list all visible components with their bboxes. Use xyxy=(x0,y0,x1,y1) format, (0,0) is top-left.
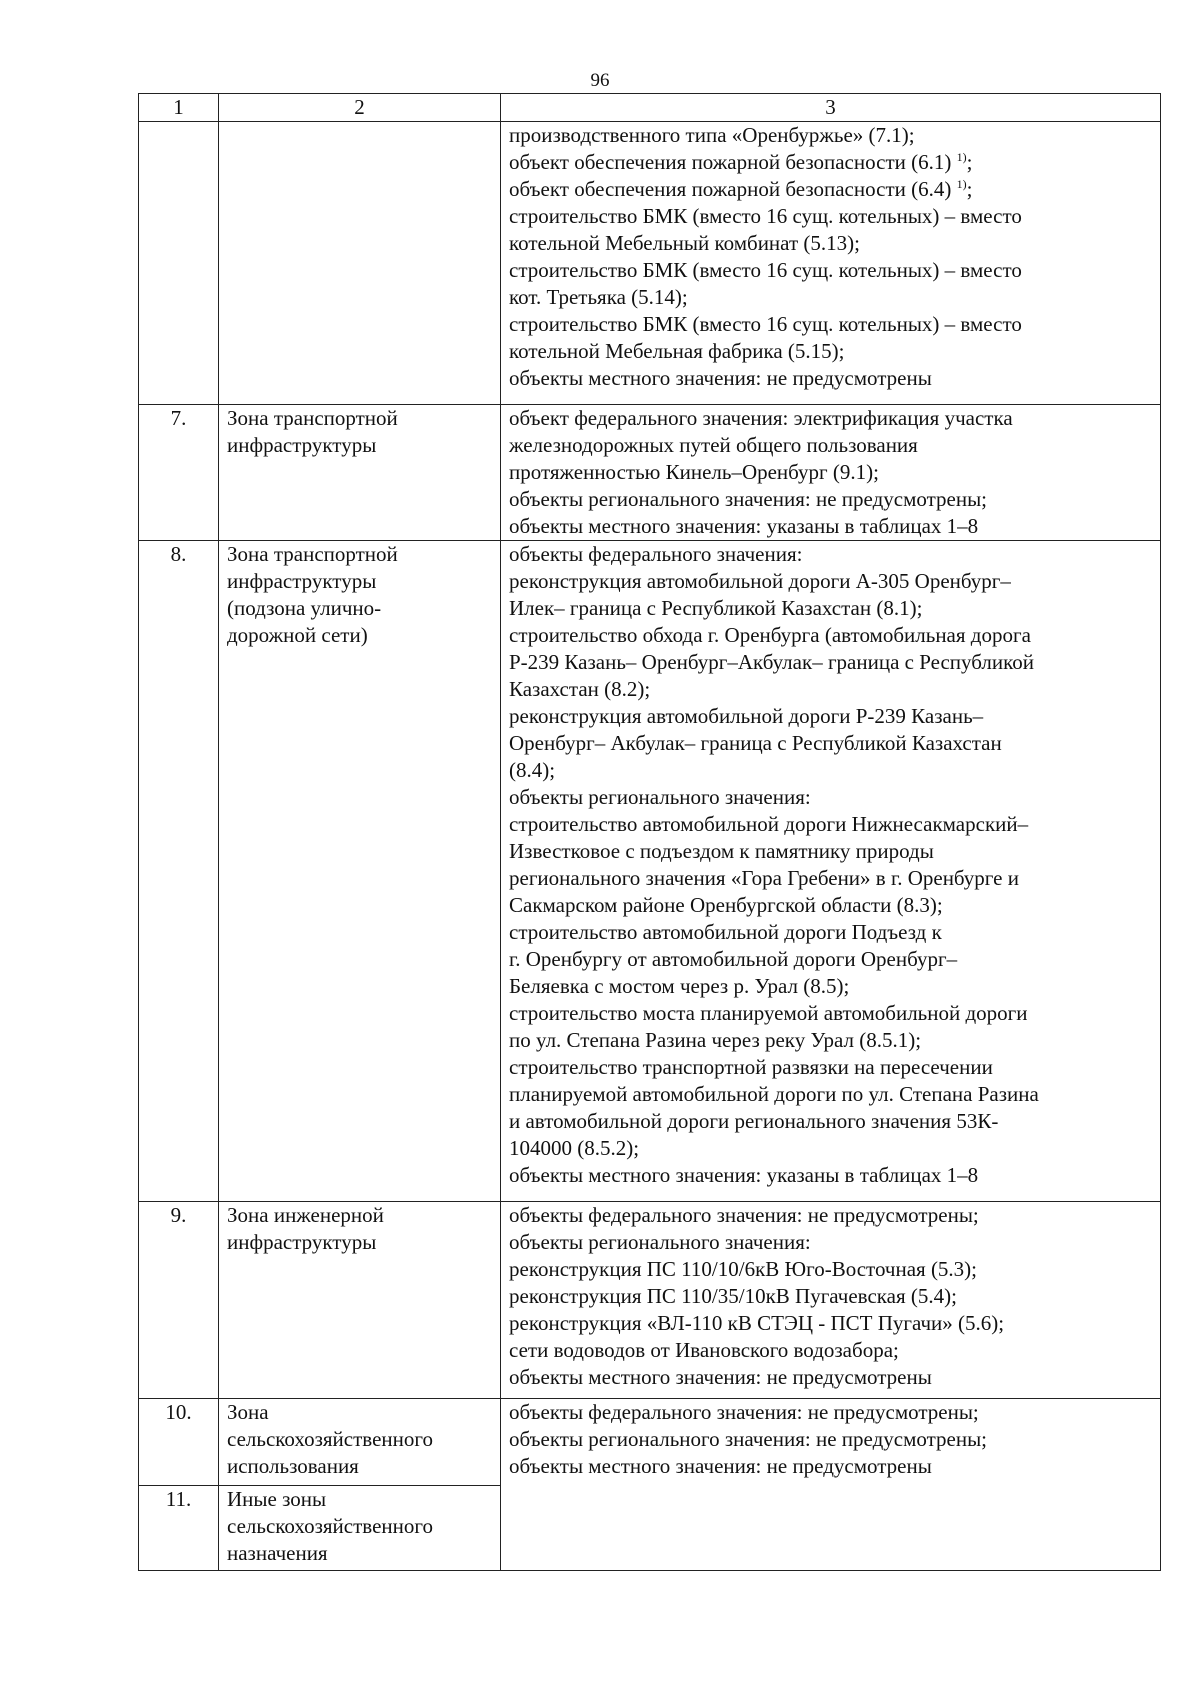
object-line: котельной Мебельный комбинат (5.13); xyxy=(509,231,860,255)
object-line: реконструкция «ВЛ-110 кВ СТЭЦ - ПСТ Пугачи» (5.6); xyxy=(509,1311,1005,1335)
object-line: Казахстан (8.2); xyxy=(509,677,651,701)
object-line: производственного типа «Оренбуржье» (7.1); xyxy=(509,123,915,147)
object-line: реконструкция ПС 110/35/10кВ Пугачевская (5.4); xyxy=(509,1284,957,1308)
object-line: объекты федерального значения: xyxy=(509,542,803,566)
zone-name-line: дорожной сети) xyxy=(227,623,368,647)
object-line-footnoted xyxy=(509,176,1152,203)
column-header-2: 2 xyxy=(219,94,501,122)
object-line: реконструкция автомобильной дороги А-305 Оренбург– xyxy=(509,569,1011,593)
object-line: Сакмарском районе Оренбургской области (8.3); xyxy=(509,893,943,917)
object-line: объекты местного значения: не предусмотрены xyxy=(509,1365,932,1389)
table-row-9 xyxy=(139,1202,1161,1399)
object-line: Известковое с подъездом к памятнику природы xyxy=(509,839,934,863)
object-line: железнодорожных путей общего пользования xyxy=(509,433,918,457)
object-line-text: объект обеспечения пожарной безопасности (6.1) xyxy=(509,150,952,174)
zone-name xyxy=(219,1202,501,1399)
zone-name-line: сельскохозяйственного xyxy=(227,1427,433,1451)
table-header-row xyxy=(139,94,1161,122)
object-line: Оренбург– Акбулак– граница с Республикой Казахстан xyxy=(509,731,1002,755)
zone-name-line: Зона транспортной xyxy=(227,406,398,430)
object-line: (8.4); xyxy=(509,758,556,782)
column-header-3: 3 xyxy=(501,94,1161,122)
zone-objects-merged xyxy=(501,1399,1161,1571)
table-row-8 xyxy=(139,541,1161,1202)
object-line: по ул. Степана Разина через реку Урал (8.5.1); xyxy=(509,1028,922,1052)
row-number: 9. xyxy=(139,1202,219,1399)
object-line: планируемой автомобильной дороги по ул. Степана Разина xyxy=(509,1082,1039,1106)
zone-name-line: использования xyxy=(227,1454,359,1478)
object-line: кот. Третьяка (5.14); xyxy=(509,285,688,309)
zone-name-line: сельскохозяйственного xyxy=(227,1514,433,1538)
object-line: объекты регионального значения: xyxy=(509,1230,811,1254)
object-line: объекты регионального значения: не предусмотрены; xyxy=(509,1427,988,1451)
zone-name xyxy=(219,1486,501,1571)
object-line: объекты регионального значения: xyxy=(509,785,811,809)
object-line: строительство БМК (вместо 16 сущ. котельных) – вместо xyxy=(509,312,1022,336)
object-line: Беляевка с мостом через р. Урал (8.5); xyxy=(509,974,850,998)
object-line: строительство транспортной развязки на пересечении xyxy=(509,1055,993,1079)
object-line: объекты регионального значения: не предусмотрены; xyxy=(509,487,988,511)
zone-name-line: инфраструктуры xyxy=(227,569,377,593)
zone-name xyxy=(219,1399,501,1486)
zone-name-line: Зона инженерной xyxy=(227,1203,384,1227)
object-line: объект федерального значения: электрификация участка xyxy=(509,406,1013,430)
row-number: 11. xyxy=(139,1486,219,1571)
zone-name-line: назначения xyxy=(227,1541,328,1565)
page-number: 96 xyxy=(590,70,610,91)
line-end: ; xyxy=(966,150,973,174)
object-line: объекты федерального значения: не предусмотрены; xyxy=(509,1400,979,1424)
object-line: котельной Мебельная фабрика (5.15); xyxy=(509,339,845,363)
zones-table xyxy=(138,93,1161,1571)
row-number: 7. xyxy=(139,405,219,541)
zone-name-line: (подзона улично- xyxy=(227,596,382,620)
zone-name xyxy=(219,405,501,541)
object-line: Илек– граница с Республикой Казахстан (8.1); xyxy=(509,596,923,620)
object-line: строительство БМК (вместо 16 сущ. котельных) – вместо xyxy=(509,204,1022,228)
object-line: строительство автомобильной дороги Нижнесакмарский– xyxy=(509,812,1029,836)
object-line: реконструкция ПС 110/10/6кВ Юго-Восточная (5.3); xyxy=(509,1257,978,1281)
object-line: строительство автомобильной дороги Подъезд к xyxy=(509,920,942,944)
object-line: 104000 (8.5.2); xyxy=(509,1136,640,1160)
footnote-mark: 1) xyxy=(956,177,967,191)
object-line: строительство БМК (вместо 16 сущ. котельных) – вместо xyxy=(509,258,1022,282)
object-line: объекты федерального значения: не предусмотрены; xyxy=(509,1203,979,1227)
row-number: 10. xyxy=(139,1399,219,1486)
object-line: г. Оренбургу от автомобильной дороги Оренбург– xyxy=(509,947,958,971)
object-line: протяженностью Кинель–Оренбург (9.1); xyxy=(509,460,879,484)
zone-name xyxy=(219,541,501,1202)
object-line-footnoted xyxy=(509,149,1152,176)
column-header-1: 1 xyxy=(139,94,219,122)
zone-name-line: Иные зоны xyxy=(227,1487,327,1511)
object-line: и автомобильной дороги регионального значения 53К- xyxy=(509,1109,999,1133)
table-row-10 xyxy=(139,1399,1161,1486)
object-line: сети водоводов от Ивановского водозабора; xyxy=(509,1338,899,1362)
zone-name-line: Зона транспортной xyxy=(227,542,398,566)
object-line: объекты местного значения: указаны в таблицах 1–8 xyxy=(509,1163,979,1187)
line-end: ; xyxy=(966,177,973,201)
object-line: строительство моста планируемой автомобильной дороги xyxy=(509,1001,1028,1025)
zone-objects xyxy=(501,541,1161,1202)
object-line: строительство обхода г. Оренбурга (автомобильная дорога xyxy=(509,623,1031,647)
table-row-7 xyxy=(139,405,1161,541)
object-line: объекты местного значения: не предусмотрены xyxy=(509,366,932,390)
zone-name-line: Зона xyxy=(227,1400,269,1424)
object-line: объекты местного значения: не предусмотрены xyxy=(509,1454,932,1478)
object-line: реконструкция автомобильной дороги Р-239 Казань– xyxy=(509,704,984,728)
object-line: Р-239 Казань– Оренбург–Акбулак– граница с Республикой xyxy=(509,650,1035,674)
object-line: регионального значения «Гора Гребени» в г. Оренбурге и xyxy=(509,866,1019,890)
zone-name-line: инфраструктуры xyxy=(227,433,377,457)
zone-name-empty xyxy=(219,122,501,405)
table-row-continuation xyxy=(139,122,1161,405)
row-number-empty xyxy=(139,122,219,405)
zone-objects-continuation xyxy=(501,122,1161,405)
zone-objects xyxy=(501,405,1161,541)
zone-name-line: инфраструктуры xyxy=(227,1230,377,1254)
object-line: объекты местного значения: указаны в таблицах 1–8 xyxy=(509,514,979,538)
row-number: 8. xyxy=(139,541,219,1202)
footnote-mark: 1) xyxy=(956,150,967,164)
zone-objects xyxy=(501,1202,1161,1399)
object-line-text: объект обеспечения пожарной безопасности (6.4) xyxy=(509,177,952,201)
